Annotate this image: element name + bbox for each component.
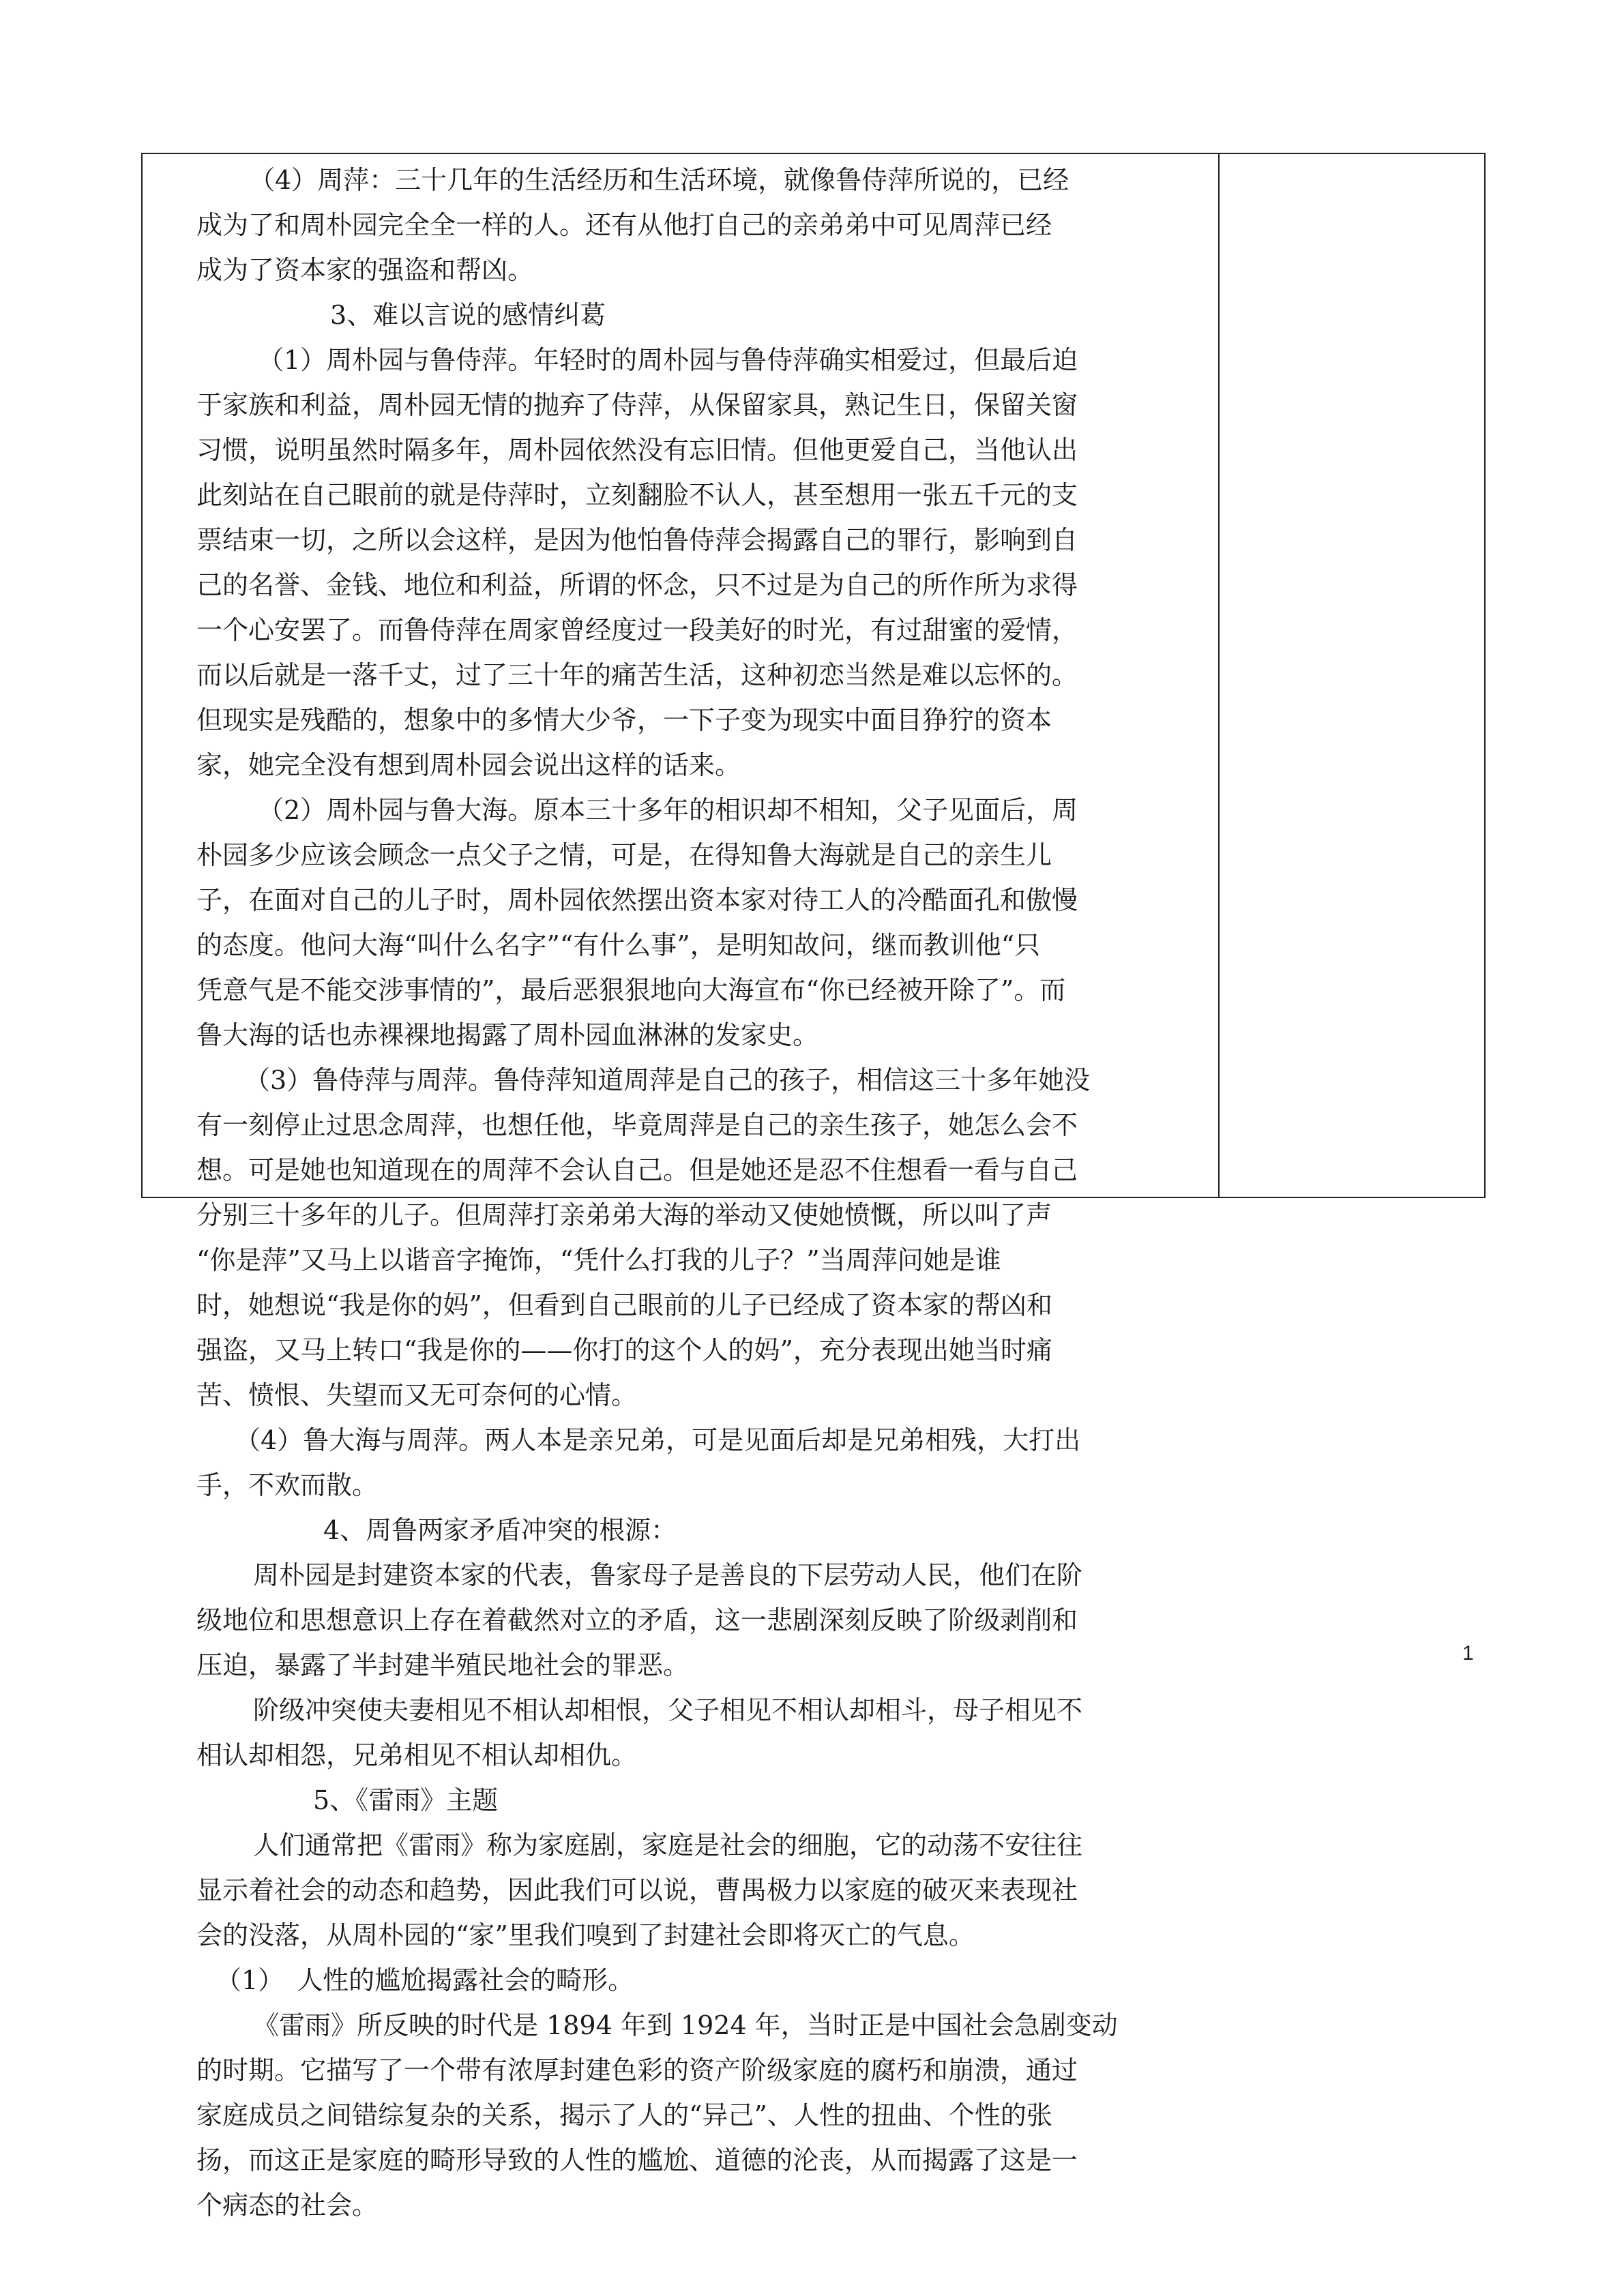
text-line: （2）周朴园与鲁大海。原本三十多年的相识却不相知，父子见面后，周 bbox=[258, 795, 1078, 825]
notes-cell bbox=[1220, 154, 1484, 1197]
text-line: 成为了资本家的强盗和帮凶。 bbox=[196, 255, 534, 285]
text-line: 鲁大海的话也赤裸裸地揭露了周朴园血淋淋的发家史。 bbox=[196, 1020, 819, 1050]
text-line: 家，她完全没有想到周朴园会说出这样的话来。 bbox=[196, 750, 741, 780]
text-line: 票结束一切，之所以会这样，是因为他怕鲁侍萍会揭露自己的罪行，影响到自 bbox=[196, 525, 1078, 555]
text-line: 己的名誉、金钱、地位和利益，所谓的怀念，只不过是为自己的所作所为求得 bbox=[196, 570, 1078, 600]
text-line: 苦、愤恨、失望而又无可奈何的心情。 bbox=[196, 1380, 638, 1410]
text-line: 有一刻停止过思念周萍，也想任他，毕竟周萍是自己的亲生孩子，她怎么会不 bbox=[196, 1110, 1078, 1140]
content-table bbox=[141, 153, 1486, 2220]
text-line: 习惯，说明虽然时隔多年，周朴园依然没有忘旧情。但他更爱自己，当他认出 bbox=[196, 435, 1078, 465]
text-line: 级地位和思想意识上存在着截然对立的矛盾，这一悲剧深刻反映了阶级剥削和 bbox=[196, 1605, 1078, 1635]
text-line: 的时期。它描写了一个带有浓厚封建色彩的资产阶级家庭的腐朽和崩溃，通过 bbox=[196, 2055, 1078, 2085]
text-line: 而以后就是一落千丈，过了三十年的痛苦生活，这种初恋当然是难以忘怀的。 bbox=[196, 660, 1078, 690]
text-line: 朴园多少应该会顾念一点父子之情，可是，在得知鲁大海就是自己的亲生儿 bbox=[196, 840, 1052, 870]
text-line: 时，她想说“我是你的妈”，但看到自己眼前的儿子已经成了资本家的帮凶和 bbox=[196, 1290, 1052, 1320]
text-line: 强盗，又马上转口“我是你的——你打的这个人的妈”，充分表现出她当时痛 bbox=[196, 1335, 1052, 1365]
main-text-cell bbox=[143, 154, 1220, 2220]
text-line: （4）鲁大海与周萍。两人本是亲兄弟，可是见面后却是兄弟相残，大打出 bbox=[235, 1425, 1081, 1455]
text-line: （3）鲁侍萍与周萍。鲁侍萍知道周萍是自己的孩子，相信这三十多年她没 bbox=[244, 1065, 1091, 1095]
text-line: 人们通常把《雷雨》称为家庭剧，家庭是社会的细胞，它的动荡不安往往 bbox=[253, 1830, 1083, 1860]
section-heading: 5、《雷雨》主题 bbox=[313, 1785, 499, 1815]
text-line: 压迫，暴露了半封建半殖民地社会的罪恶。 bbox=[196, 1650, 690, 1680]
text-line: （4）周萍：三十几年的生活经历和生活环境，就像鲁侍萍所说的，已经 bbox=[249, 165, 1069, 195]
text-line: 显示着社会的动态和趋势，因此我们可以说，曹禺极力以家庭的破灭来表现社 bbox=[196, 1875, 1078, 1905]
text-line: （1）周朴园与鲁侍萍。年轻时的周朴园与鲁侍萍确实相爱过，但最后迫 bbox=[258, 345, 1078, 375]
text-line: 阶级冲突使夫妻相见不相认却相恨，父子相见不相认却相斗，母子相见不 bbox=[253, 1695, 1083, 1725]
subsection-heading: （1） 人性的尴尬揭露社会的畸形。 bbox=[216, 1965, 634, 1995]
text-line: 但现实是残酷的，想象中的多情大少爷，一下子变为现实中面目狰狞的资本 bbox=[196, 705, 1052, 735]
section-heading: 4、周鲁两家矛盾冲突的根源： bbox=[323, 1515, 677, 1545]
text-line: 凭意气是不能交涉事情的”，最后恶狠狠地向大海宣布“你已经被开除了”。而 bbox=[196, 975, 1066, 1005]
text-line: “你是萍”又马上以谐音字掩饰，“凭什么打我的儿子？”当周萍问她是谁 bbox=[196, 1245, 1001, 1275]
page-number: 1 bbox=[1462, 1642, 1474, 1665]
text-line: 的态度。他问大海“叫什么名字”“有什么事”，是明知故问，继而教训他“只 bbox=[196, 930, 1041, 960]
text-line: 个病态的社会。 bbox=[196, 2190, 379, 2220]
text-line: 成为了和周朴园完全全一样的人。还有从他打自己的亲弟弟中可见周萍已经 bbox=[196, 210, 1052, 240]
text-line: 相认却相怨，兄弟相见不相认却相仇。 bbox=[196, 1740, 638, 1770]
section-heading: 3、难以言说的感情纠葛 bbox=[330, 300, 606, 330]
text-line: 子，在面对自己的儿子时，周朴园依然摆出资本家对待工人的冷酷面孔和傲慢 bbox=[196, 885, 1078, 915]
text-line: 《雷雨》所反映的时代是 1894 年到 1924 年，当时正是中国社会急剧变动 bbox=[253, 2010, 1118, 2040]
text-line: 手，不欢而散。 bbox=[196, 1470, 379, 1500]
text-line: 分别三十多年的儿子。但周萍打亲弟弟大海的举动又使她愤慨，所以叫了声 bbox=[196, 1200, 1052, 1230]
text-line: 此刻站在自己眼前的就是侍萍时，立刻翻脸不认人，甚至想用一张五千元的支 bbox=[196, 480, 1078, 510]
text-line: 于家族和利益，周朴园无情的抛弃了侍萍，从保留家具，熟记生日，保留关窗 bbox=[196, 390, 1078, 420]
text-line: 一个心安罢了。而鲁侍萍在周家曾经度过一段美好的时光，有过甜蜜的爱情， bbox=[196, 615, 1078, 645]
text-line: 想。可是她也知道现在的周萍不会认自己。但是她还是忍不住想看一看与自己 bbox=[196, 1155, 1078, 1185]
text-line: 会的没落，从周朴园的“家”里我们嗅到了封建社会即将灭亡的气息。 bbox=[196, 1920, 975, 1950]
text-line: 扬，而这正是家庭的畸形导致的人性的尴尬、道德的沦丧，从而揭露了这是一 bbox=[196, 2145, 1078, 2175]
text-line: 周朴园是封建资本家的代表，鲁家母子是善良的下层劳动人民，他们在阶 bbox=[253, 1560, 1083, 1590]
text-line: 家庭成员之间错综复杂的关系，揭示了人的“异己”、人性的扭曲、个性的张 bbox=[196, 2100, 1052, 2130]
